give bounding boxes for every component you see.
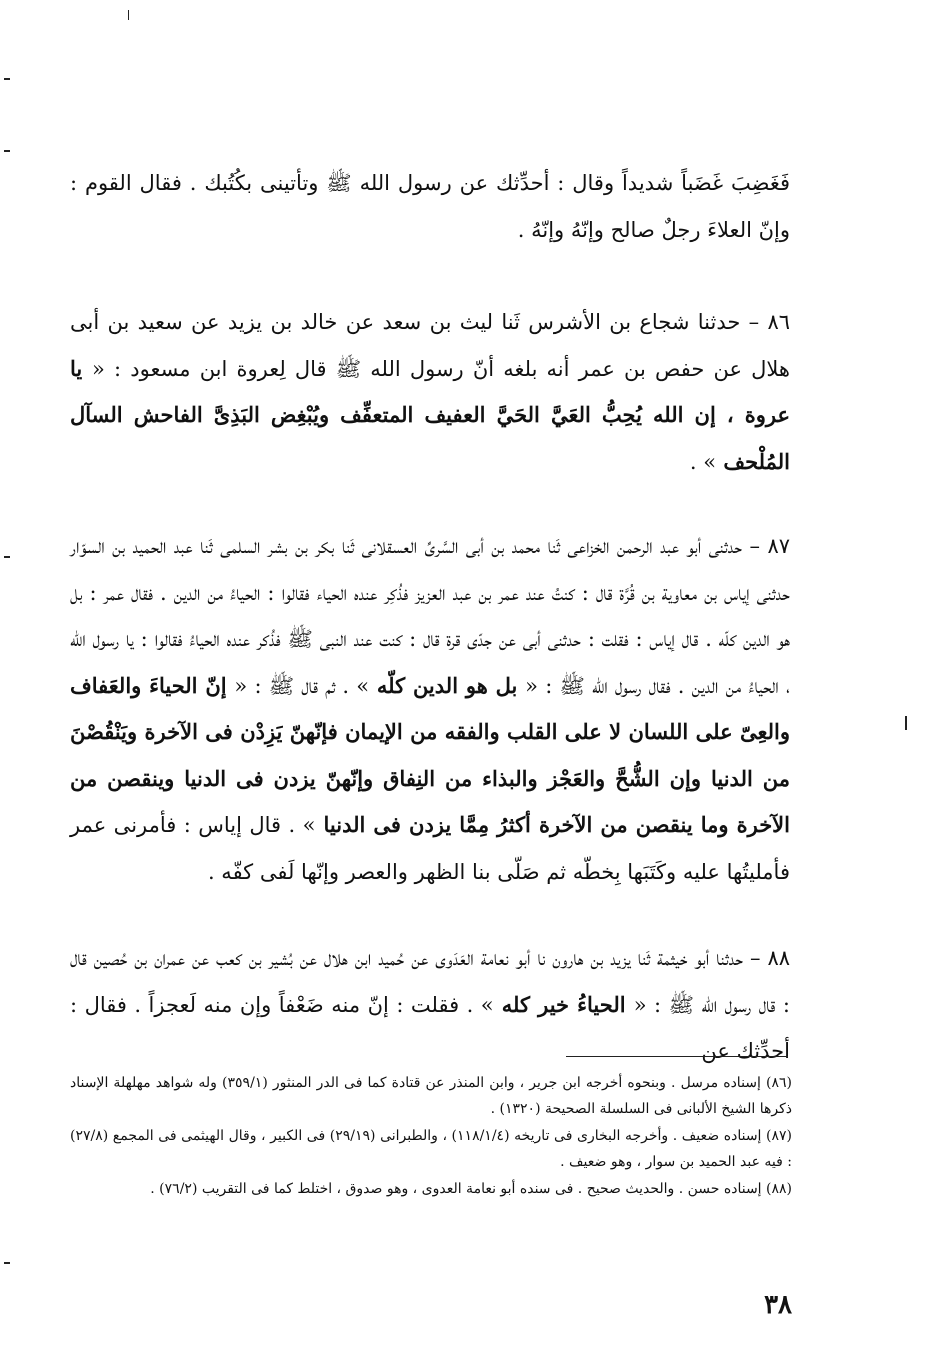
hadith-86-isnad: ٨٦ – حدثنا شجاع بن الأشرس ثَنا ليث بن سعد عن خالد بن يزيد عن سعيد بن أبى هلال عن حفص بن عمر أنه بلغه أنّ رسول الله ﷺ قال لِعروة ابن مسعود : « xyxy=(70,310,790,381)
footnote-88: (٨٨) إسناده حسن . والحديث صحيح . فى سنده أبو نعامة العدوى ، وهو صدوق ، اختلط كما فى التقريب (٧٦/٢) . xyxy=(150,1181,792,1197)
footnote-87: (٨٧) إسناده ضعيف . وأخرجه البخارى فى تاريخه (١١٨/١/٤) ، والطبرانى (٢٩/١٩) فى الكبير ، وقال الهيثمى فى المجمع (٢٧/٨) : فيه عبد الحميد بن سوار ، وهو ضعيف . xyxy=(70,1128,792,1170)
main-text xyxy=(70,160,790,1075)
hadith-87-quote-1: بل هو الدين كلّه xyxy=(369,672,526,698)
footnote-divider xyxy=(566,1056,788,1057)
hadith-87-middle: » . ثم قال ﷺ : « xyxy=(234,673,370,698)
scan-mark xyxy=(4,150,10,152)
hadith-86-quote: يا عروة ، إن الله يُحِبُّ العَيَّ الحَيَّ العفيف المتعفِّف ويُبْغِض البَذِىَّ الفاحش السآل المُلْحف xyxy=(70,355,790,474)
hadith-87 xyxy=(70,523,790,895)
scan-mark xyxy=(4,1262,10,1264)
footnote-86: (٨٦) إسناده مرسل . وبنحوه أخرجه ابن جرير ، وابن المنذر عن قتادة كما فى الدر المنثور (٣٥٩/١) وله شواهد مهلهلة الإسناد ذكرها الشيخ الألبانى فى السلسلة الصحيحة (١٣٢٠) . xyxy=(70,1075,792,1117)
page-number: ٣٨ xyxy=(764,1290,792,1320)
hadith-86 xyxy=(70,299,790,485)
scan-mark xyxy=(905,716,907,730)
hadith-87-close: » . قال إياس : فأمرنى عمر فأمليتُها عليه وكَتَبَها بِخطّه ثم صَلّى بنا الظهر والعصر وإنّها لَفى كفّه . xyxy=(70,813,790,884)
hadith-87-isnad: ٨٧ – حدثنى أبو عبد الرحمن الخزاعى ثَنا محمد بن أبى السَّرىِّ العسقلانى ثَنا بكر بن بشر السلمى ثَنا عبد الحميد بن السوّار حدثنى إياس بن معاوية بن قُرَّة قال : كنتُ عند عمر بن عبد العزيز فذُكِر عنده الحياء فقالوا : الحياءُ من الدين . فقال عمر : بل هو الدين كلّه . قال إياس : فقلت : حدثنى أبى عن جدّى قرة قال : كنت عند النبى ﷺ فذُكر عنده الحياءُ فقالوا : يا رسول الله ، الحياءُ من الدين . فقال رسول الله ﷺ : « xyxy=(70,534,790,698)
hadith-87-quote-2: إنّ الحياءَ والعَفاف والعِىّ على اللسان لا على القلب والفقه من الإيمان فإنّهنّ يَزِدْن فى الآخرة ويَنْقُصْنَ من الدنيا وإن الشُّحَّ والعَجْز والبذاء من النِفاق وإنّهنّ يزدن فى الدنيا وينقصن من الآخرة وما ينقصن من الآخرة أكثرُ مِمَّا يزدن فى الدنيا xyxy=(70,672,790,837)
hadith-86-close: » . xyxy=(689,449,717,474)
hadith-88-quote: الحياءُ خير كله xyxy=(493,991,634,1017)
hadith-88-close: » . فقلت : إنّ منه ضَعْفاً وإن منه لَعجزاً . فقال : أحدِّثك عن xyxy=(70,992,790,1063)
footnotes xyxy=(70,1070,792,1203)
paragraph-continuation xyxy=(70,160,790,253)
hadith-88 xyxy=(70,935,790,1075)
hadith-88-isnad: ٨٨ – حدثنا أبو خيثمة ثَنا يزيد بن هارون نا أبو نعامة العَدَوى عن حُميد ابن هلال عن بُشير بن كعب عن عمران بن حُصين قال : قال رسول الله ﷺ : « xyxy=(70,946,790,1017)
paragraph-text: فَغَضِبَ غَضَباً شديداً وقال : أحدِّثك عن رسول الله ﷺ وتأتينى بكُتُبك . فقال القوم : وإنّ العلاءَ رجلٌ صالح وإنّهُ وإنّهُ . xyxy=(70,171,790,242)
scan-mark xyxy=(4,78,10,80)
scan-mark xyxy=(4,556,10,558)
scan-mark xyxy=(128,10,129,20)
